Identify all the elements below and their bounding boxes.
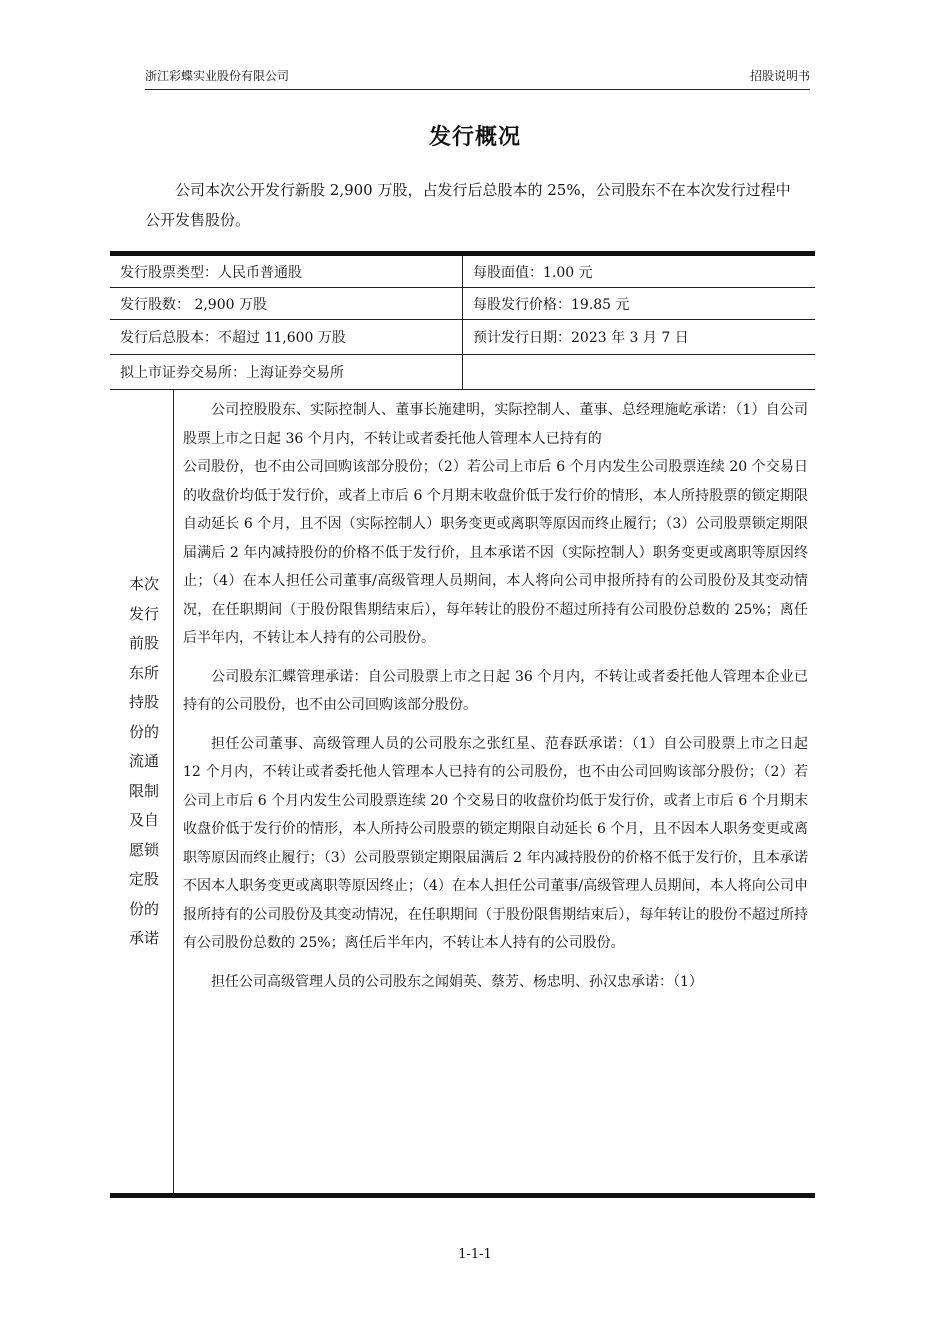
table-row bbox=[110, 320, 815, 355]
page-title: 发行概况 bbox=[428, 125, 521, 150]
table-bottom-rule bbox=[110, 1193, 815, 1198]
table-cell: 每股发行价格：19.85 元 bbox=[463, 288, 816, 320]
lockup-section-label: 本次发行前股东所持股份的流通限制及自愿锁定股份的承诺 bbox=[128, 575, 159, 947]
table-row bbox=[110, 256, 815, 288]
commitment-paragraph: 公司控股股东、实际控制人、董事长施建明，实际控制人、董事、总经理施屹承诺：（1）自公司股票上市之日起 36 个月内，不转让或者委托他人管理本人已持有的 bbox=[183, 402, 808, 447]
lockup-content bbox=[183, 396, 808, 1006]
page-header bbox=[145, 63, 810, 90]
intro-paragraph: 公司本次公开发行新股 2,900 万股，占发行后总股本的 25%，公司股东不在本次发行过程中公开发售股份。 bbox=[145, 181, 791, 229]
column-divider bbox=[173, 390, 174, 1193]
table-cell: 发行后总股本：不超过 11,600 万股 bbox=[110, 320, 463, 355]
table-row bbox=[110, 288, 815, 320]
header-company-name: 浙江彩蝶实业股份有限公司 bbox=[145, 69, 290, 83]
table-cell: 发行股数： 2,900 万股 bbox=[110, 288, 463, 320]
table-cell: 拟上市证券交易所：上海证券交易所 bbox=[110, 355, 463, 390]
table-row bbox=[110, 355, 815, 390]
commitment-paragraph: 担任公司董事、高级管理人员的公司股东之张红星、范春跃承诺：（1）自公司股票上市之日起 12 个月内，不转让或者委托他人管理本人已持有的公司股份，也不由公司回购该部分股份；（2）若公司上市后 6 个月内发生公司股票连续 20 个交易日的收盘价均低于发行价，或者上市后 6 个月期末收盘价低于发行价的情形，本人所持公司股票的锁定期限自动延长 6 个月，且不因本人职务变更或离职等原因而终止履行；（3）公司股票锁定期限届满后 2 年内减持股份的价格不低于发行价，且本承诺不因本人职务变更或离职等原因终止；（4）在本人担任公司董事/高级管理人员期间，本人将向公司申报所持有的公司股份及其变动情况，在任职期间（于股份限售期结束后），每年转让的股份不超过所持有公司股份总数的 25%；离任后半年内，不转让本人持有的公司股份。 bbox=[183, 735, 808, 951]
commitment-paragraph: 担任公司高级管理人员的公司股东之闻娟英、蔡芳、杨忠明、孙汉忠承诺：（1） bbox=[211, 973, 703, 990]
table-cell: 发行股票类型：人民币普通股 bbox=[110, 256, 463, 288]
table-cell: 预计发行日期：2023 年 3 月 7 日 bbox=[463, 320, 816, 355]
table-cell bbox=[463, 355, 816, 390]
header-document-type: 招股说明书 bbox=[749, 69, 810, 83]
table-cell: 每股面值：1.00 元 bbox=[463, 256, 816, 288]
offering-info-table bbox=[110, 256, 815, 390]
lockup-commitment-section bbox=[110, 390, 815, 1193]
commitment-paragraph: 公司股份，也不由公司回购该部分股份；（2）若公司上市后 6 个月内发生公司股票连续 20 个交易日的收盘价均低于发行价，或者上市后 6 个月期末收盘价低于发行价的情形，本人所持股票的锁定期限自动延长 6 个月，且不因（实际控制人）职务变更或离职等原因而终止履行；（3）公司股票锁定期限届满后 2 年内减持股份的价格不低于发行价，且本承诺不因（实际控制人）职务变更或离职等原因终止；（4）在本人担任公司董事/高级管理人员期间，本人将向公司申报所持有的公司股份及其变动情况，在任职期间（于股份限售期结束后），每年转让的股份不超过所持有公司股份总数的 25%；离任后半年内，不转让本人持有的公司股份。 bbox=[183, 459, 808, 646]
commitment-paragraph: 公司股东汇蝶管理承诺：自公司股票上市之日起 36 个月内，不转让或者委托他人管理本企业已持有的公司股份，也不由公司回购该部分股份。 bbox=[183, 668, 808, 713]
page-number: 1-1-1 bbox=[458, 1247, 492, 1262]
